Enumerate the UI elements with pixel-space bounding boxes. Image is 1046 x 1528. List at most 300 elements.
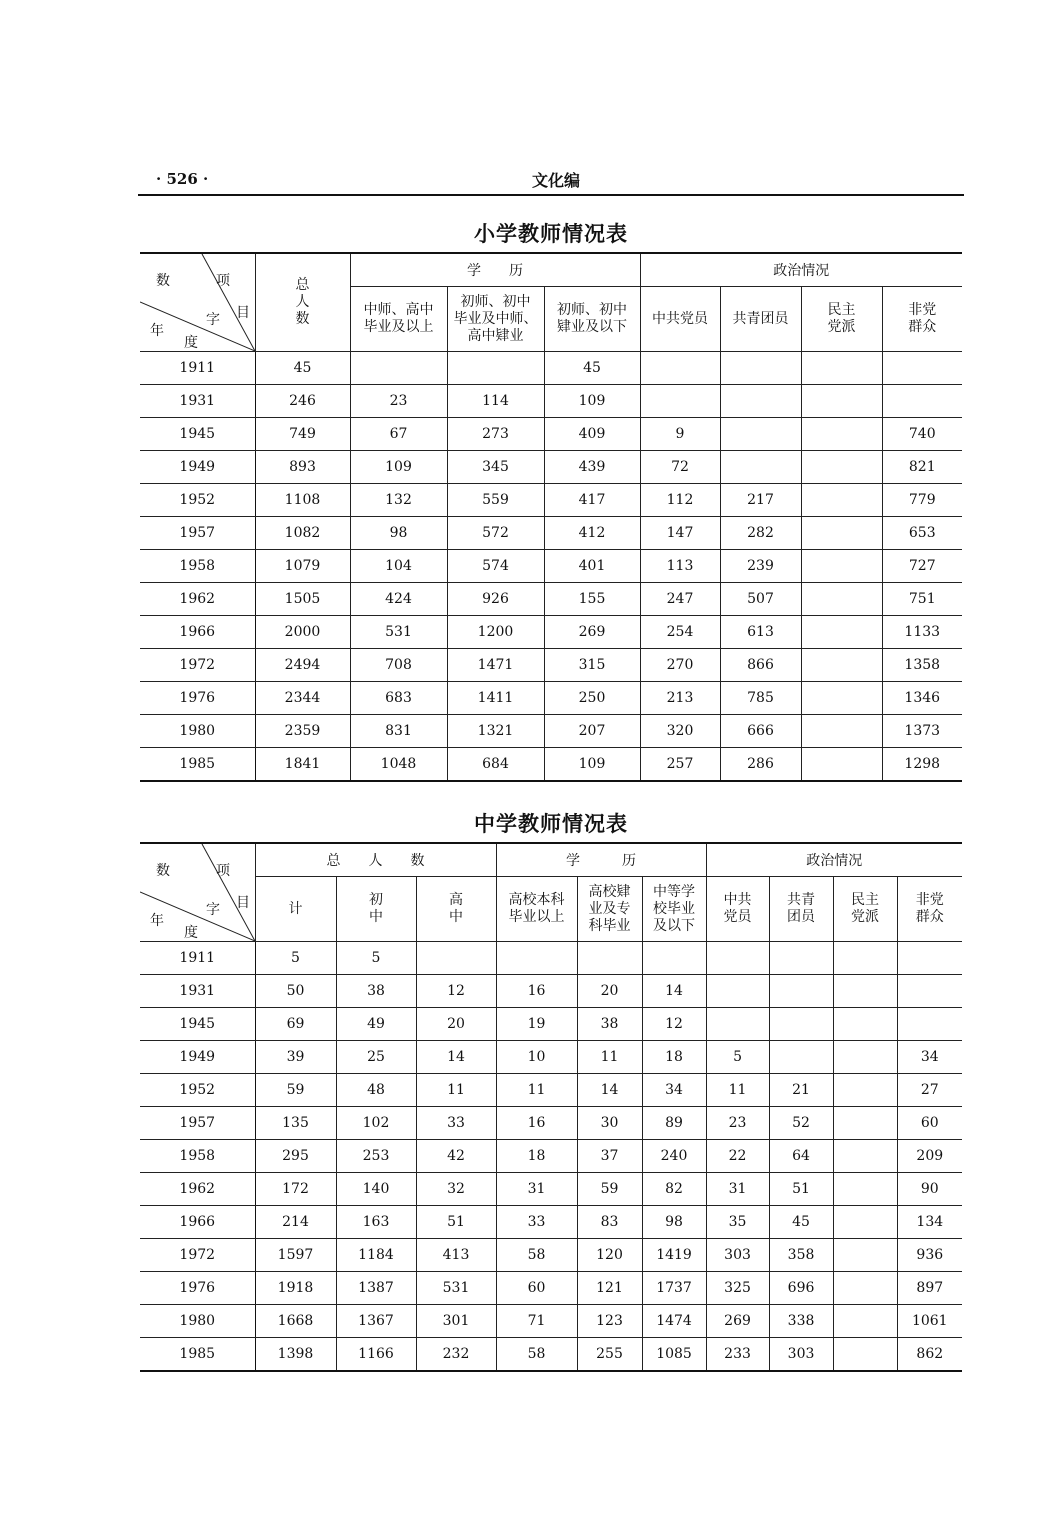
value-cell: 2359: [255, 715, 350, 748]
value-cell: [640, 385, 720, 418]
value-cell: [833, 1272, 897, 1305]
value-cell: 48: [336, 1074, 416, 1107]
primary-pol-col-3-line-1: 民主: [827, 302, 856, 318]
middle-group-education: 学 历: [496, 843, 706, 877]
value-cell: [706, 942, 769, 975]
value-cell: 653: [882, 517, 962, 550]
value-cell: 45: [544, 352, 640, 385]
primary-pol-col-4-line-1: 非党: [908, 302, 937, 318]
value-cell: [833, 1140, 897, 1173]
value-cell: 303: [706, 1239, 769, 1272]
value-cell: 155: [544, 583, 640, 616]
table-row: [140, 616, 962, 649]
value-cell: [447, 352, 544, 385]
value-cell: 31: [706, 1173, 769, 1206]
value-cell: 1841: [255, 748, 350, 781]
table-row: [140, 1140, 962, 1173]
value-cell: 1346: [882, 682, 962, 715]
year-cell: 1952: [140, 1074, 255, 1107]
value-cell: 217: [720, 484, 801, 517]
value-cell: 38: [336, 975, 416, 1008]
value-cell: [882, 352, 962, 385]
value-cell: 269: [544, 616, 640, 649]
value-cell: 14: [642, 975, 706, 1008]
middle-pol-col-3-line-2: 党派: [851, 909, 880, 925]
year-cell: 1966: [140, 616, 255, 649]
year-cell: 1985: [140, 748, 255, 781]
value-cell: 269: [706, 1305, 769, 1338]
value-cell: 897: [897, 1272, 962, 1305]
year-cell: 1976: [140, 1272, 255, 1305]
corner-label-du: 度: [184, 335, 198, 351]
primary-pol-col-1: [640, 287, 720, 352]
middle-pol-col-1-line-2: 党员: [723, 909, 752, 925]
total-char-3: 数: [295, 311, 310, 327]
middle-total-col-1: [255, 877, 336, 942]
year-cell: 1980: [140, 715, 255, 748]
middle-pol-col-4-line-2: 群众: [915, 909, 944, 925]
value-cell: 109: [544, 748, 640, 781]
primary-group-political: 政治情况: [640, 253, 962, 287]
value-cell: 666: [720, 715, 801, 748]
value-cell: 1367: [336, 1305, 416, 1338]
primary-edu-col-3: [544, 287, 640, 352]
value-cell: [720, 451, 801, 484]
value-cell: 58: [496, 1338, 577, 1371]
value-cell: 207: [544, 715, 640, 748]
year-cell: 1952: [140, 484, 255, 517]
primary-pol-col-2-line-1: 共青团员: [732, 310, 789, 327]
year-cell: 1931: [140, 385, 255, 418]
value-cell: 779: [882, 484, 962, 517]
year-cell: 1957: [140, 517, 255, 550]
value-cell: 60: [897, 1107, 962, 1140]
primary-pol-col-3-line-2: 党派: [827, 319, 856, 335]
table-row: [140, 682, 962, 715]
value-cell: 257: [640, 748, 720, 781]
value-cell: 2344: [255, 682, 350, 715]
middle-teacher-table: [140, 842, 962, 1372]
table-row: [140, 748, 962, 781]
middle-pol-col-2: [769, 877, 833, 942]
value-cell: 90: [897, 1173, 962, 1206]
value-cell: 273: [447, 418, 544, 451]
value-cell: 123: [577, 1305, 642, 1338]
table-row: [140, 1272, 962, 1305]
value-cell: 727: [882, 550, 962, 583]
value-cell: 12: [642, 1008, 706, 1041]
value-cell: 572: [447, 517, 544, 550]
value-cell: 684: [447, 748, 544, 781]
value-cell: [801, 649, 882, 682]
value-cell: 1082: [255, 517, 350, 550]
value-cell: 286: [720, 748, 801, 781]
value-cell: 214: [255, 1206, 336, 1239]
table-row: [140, 385, 962, 418]
corner-label-shu: 数: [156, 273, 170, 289]
middle-pol-col-2-line-1: 共青: [787, 892, 816, 908]
year-cell: 1980: [140, 1305, 255, 1338]
value-cell: 282: [720, 517, 801, 550]
table-row: [140, 1338, 962, 1371]
page-number: · 526 ·: [156, 170, 209, 188]
value-cell: 30: [577, 1107, 642, 1140]
table-row: [140, 352, 962, 385]
primary-edu-col-2-line-1: 初师、初中: [460, 293, 531, 310]
middle-total-col-2-line-1: 初: [369, 892, 383, 908]
table-row: [140, 1107, 962, 1140]
value-cell: 27: [897, 1074, 962, 1107]
value-cell: 409: [544, 418, 640, 451]
middle-edu-col-2-line-3: 科毕业: [588, 917, 631, 934]
middle-total-col-2: [336, 877, 416, 942]
value-cell: 1166: [336, 1338, 416, 1371]
section-name: 文化编: [531, 171, 580, 190]
middle-pol-col-4: [897, 877, 962, 942]
value-cell: 209: [897, 1140, 962, 1173]
value-cell: 98: [642, 1206, 706, 1239]
value-cell: 936: [897, 1239, 962, 1272]
value-cell: 1411: [447, 682, 544, 715]
value-cell: 1419: [642, 1239, 706, 1272]
value-cell: 926: [447, 583, 544, 616]
middle-table-title: 中学教师情况表: [474, 811, 628, 836]
middle-total-col-3: [416, 877, 496, 942]
middle-edu-col-2: [577, 877, 642, 942]
value-cell: 52: [769, 1107, 833, 1140]
value-cell: 50: [255, 975, 336, 1008]
value-cell: 163: [336, 1206, 416, 1239]
value-cell: [833, 1041, 897, 1074]
middle-corner-cell: [140, 843, 255, 942]
value-cell: 862: [897, 1338, 962, 1371]
value-cell: 51: [416, 1206, 496, 1239]
value-cell: 82: [642, 1173, 706, 1206]
middle-edu-col-2-line-2: 业及专: [588, 900, 631, 917]
value-cell: 113: [640, 550, 720, 583]
middle-edu-col-1: [496, 877, 577, 942]
table-row: [140, 550, 962, 583]
year-cell: 1931: [140, 975, 255, 1008]
value-cell: 51: [769, 1173, 833, 1206]
value-cell: [416, 942, 496, 975]
value-cell: [577, 942, 642, 975]
value-cell: 358: [769, 1239, 833, 1272]
value-cell: 42: [416, 1140, 496, 1173]
value-cell: [897, 1008, 962, 1041]
value-cell: 708: [350, 649, 447, 682]
year-cell: 1949: [140, 451, 255, 484]
value-cell: 45: [769, 1206, 833, 1239]
value-cell: 89: [642, 1107, 706, 1140]
middle-pol-col-1-line-1: 中共: [723, 892, 752, 908]
table-row: [140, 1074, 962, 1107]
middle-pol-col-3-line-1: 民主: [851, 892, 880, 908]
value-cell: 31: [496, 1173, 577, 1206]
value-cell: 11: [496, 1074, 577, 1107]
corner-label-mu: 目: [236, 305, 250, 321]
value-cell: 59: [577, 1173, 642, 1206]
value-cell: 1737: [642, 1272, 706, 1305]
value-cell: [801, 715, 882, 748]
value-cell: 247: [640, 583, 720, 616]
value-cell: 246: [255, 385, 350, 418]
value-cell: 109: [350, 451, 447, 484]
primary-edu-col-1-line-1: 中师、高中: [363, 302, 434, 318]
year-cell: 1958: [140, 550, 255, 583]
value-cell: [801, 682, 882, 715]
primary-edu-col-3-line-2: 肄业及以下: [557, 319, 627, 335]
year-cell: 1976: [140, 682, 255, 715]
value-cell: 21: [769, 1074, 833, 1107]
value-cell: [833, 975, 897, 1008]
table-row: [140, 1008, 962, 1041]
value-cell: 1918: [255, 1272, 336, 1305]
middle-group-total: 总 人 数: [255, 843, 496, 877]
year-cell: 1966: [140, 1206, 255, 1239]
value-cell: 240: [642, 1140, 706, 1173]
year-cell: 1911: [140, 942, 255, 975]
value-cell: 33: [496, 1206, 577, 1239]
value-cell: 60: [496, 1272, 577, 1305]
value-cell: [496, 942, 577, 975]
value-cell: 559: [447, 484, 544, 517]
table-row: [140, 1239, 962, 1272]
value-cell: 34: [642, 1074, 706, 1107]
value-cell: 11: [706, 1074, 769, 1107]
value-cell: 1398: [255, 1338, 336, 1371]
corner-label-xiang: 项: [216, 273, 230, 289]
corner-label-zi: 字: [206, 312, 220, 328]
year-cell: 1985: [140, 1338, 255, 1371]
primary-edu-col-2-line-2: 毕业及中师、: [453, 310, 538, 327]
year-cell: 1945: [140, 418, 255, 451]
value-cell: 16: [496, 975, 577, 1008]
value-cell: [833, 1173, 897, 1206]
value-cell: 295: [255, 1140, 336, 1173]
middle-pol-col-2-line-2: 团员: [787, 909, 816, 925]
value-cell: 1298: [882, 748, 962, 781]
corner-label-zi: 字: [206, 902, 220, 918]
table-row: [140, 975, 962, 1008]
primary-group-education: 学 历: [350, 253, 640, 287]
primary-table-title: 小学教师情况表: [474, 221, 628, 246]
value-cell: 172: [255, 1173, 336, 1206]
value-cell: 19: [496, 1008, 577, 1041]
value-cell: 109: [544, 385, 640, 418]
value-cell: [720, 385, 801, 418]
value-cell: [833, 1338, 897, 1371]
value-cell: [801, 517, 882, 550]
value-cell: 417: [544, 484, 640, 517]
value-cell: 683: [350, 682, 447, 715]
value-cell: [801, 451, 882, 484]
value-cell: 18: [496, 1140, 577, 1173]
value-cell: [897, 975, 962, 1008]
value-cell: 23: [706, 1107, 769, 1140]
value-cell: 1200: [447, 616, 544, 649]
header-rule: [138, 194, 964, 196]
value-cell: 507: [720, 583, 801, 616]
value-cell: 14: [577, 1074, 642, 1107]
table-row: [140, 715, 962, 748]
value-cell: 424: [350, 583, 447, 616]
value-cell: 34: [897, 1041, 962, 1074]
value-cell: 1108: [255, 484, 350, 517]
value-cell: [801, 352, 882, 385]
primary-pol-col-4: [882, 287, 962, 352]
table-row: [140, 942, 962, 975]
year-cell: 1972: [140, 649, 255, 682]
value-cell: [640, 352, 720, 385]
middle-edu-col-1-line-2: 毕业以上: [508, 909, 565, 925]
total-char-1: 总: [295, 277, 310, 293]
value-cell: 401: [544, 550, 640, 583]
value-cell: 1373: [882, 715, 962, 748]
value-cell: 23: [350, 385, 447, 418]
primary-edu-col-1: [350, 287, 447, 352]
corner-label-nian: 年: [150, 913, 164, 929]
value-cell: 345: [447, 451, 544, 484]
primary-pol-col-2: [720, 287, 801, 352]
value-cell: 72: [640, 451, 720, 484]
value-cell: 531: [416, 1272, 496, 1305]
year-cell: 1945: [140, 1008, 255, 1041]
value-cell: 821: [882, 451, 962, 484]
value-cell: 751: [882, 583, 962, 616]
middle-total-col-1-line-1: 计: [288, 900, 303, 917]
value-cell: 866: [720, 649, 801, 682]
table-row: [140, 583, 962, 616]
middle-edu-col-3: [642, 877, 706, 942]
value-cell: 38: [577, 1008, 642, 1041]
middle-total-col-2-line-2: 中: [369, 909, 383, 925]
value-cell: 5: [336, 942, 416, 975]
value-cell: 785: [720, 682, 801, 715]
middle-edu-col-3-line-2: 校毕业: [653, 900, 696, 917]
table-row: [140, 1206, 962, 1239]
value-cell: 338: [769, 1305, 833, 1338]
value-cell: [769, 1041, 833, 1074]
value-cell: [706, 975, 769, 1008]
value-cell: 71: [496, 1305, 577, 1338]
value-cell: 1597: [255, 1239, 336, 1272]
value-cell: [833, 1305, 897, 1338]
value-cell: 49: [336, 1008, 416, 1041]
middle-edu-col-3-line-3: 及以下: [653, 917, 696, 934]
value-cell: 59: [255, 1074, 336, 1107]
value-cell: 301: [416, 1305, 496, 1338]
value-cell: [769, 942, 833, 975]
table-row: [140, 517, 962, 550]
primary-pol-col-1-line-1: 中共党员: [652, 310, 708, 327]
value-cell: 135: [255, 1107, 336, 1140]
value-cell: 132: [350, 484, 447, 517]
value-cell: 14: [416, 1041, 496, 1074]
middle-edu-col-3-line-1: 中等学: [653, 883, 696, 900]
value-cell: [706, 1008, 769, 1041]
value-cell: 5: [255, 942, 336, 975]
value-cell: [833, 1107, 897, 1140]
primary-pol-col-4-line-2: 群众: [908, 319, 937, 335]
value-cell: 25: [336, 1041, 416, 1074]
value-cell: 740: [882, 418, 962, 451]
middle-edu-col-1-line-1: 高校本科: [508, 892, 565, 908]
value-cell: 10: [496, 1041, 577, 1074]
value-cell: [801, 583, 882, 616]
value-cell: 112: [640, 484, 720, 517]
value-cell: 102: [336, 1107, 416, 1140]
value-cell: 147: [640, 517, 720, 550]
corner-label-mu: 目: [236, 895, 250, 911]
value-cell: 37: [577, 1140, 642, 1173]
value-cell: 1085: [642, 1338, 706, 1371]
corner-label-shu: 数: [156, 863, 170, 879]
value-cell: 613: [720, 616, 801, 649]
value-cell: [720, 352, 801, 385]
primary-pol-col-3: [801, 287, 882, 352]
year-cell: 1962: [140, 1173, 255, 1206]
page-header: [138, 164, 964, 194]
value-cell: [801, 484, 882, 517]
primary-edu-col-1-line-2: 毕业及以上: [363, 319, 434, 335]
value-cell: 1358: [882, 649, 962, 682]
year-cell: 1957: [140, 1107, 255, 1140]
value-cell: 831: [350, 715, 447, 748]
value-cell: [801, 616, 882, 649]
primary-edu-col-3-line-1: 初师、初中: [557, 302, 627, 318]
value-cell: 9: [640, 418, 720, 451]
value-cell: [642, 942, 706, 975]
value-cell: [882, 385, 962, 418]
value-cell: 140: [336, 1173, 416, 1206]
value-cell: 255: [577, 1338, 642, 1371]
year-cell: 1958: [140, 1140, 255, 1173]
value-cell: 413: [416, 1239, 496, 1272]
value-cell: 22: [706, 1140, 769, 1173]
value-cell: 253: [336, 1140, 416, 1173]
value-cell: 120: [577, 1239, 642, 1272]
value-cell: 134: [897, 1206, 962, 1239]
corner-label-du: 度: [184, 925, 198, 941]
value-cell: 250: [544, 682, 640, 715]
year-cell: 1972: [140, 1239, 255, 1272]
primary-corner-cell: [140, 253, 255, 352]
value-cell: 11: [577, 1041, 642, 1074]
value-cell: [897, 942, 962, 975]
value-cell: [801, 550, 882, 583]
value-cell: [769, 1008, 833, 1041]
value-cell: 315: [544, 649, 640, 682]
value-cell: 32: [416, 1173, 496, 1206]
value-cell: 20: [577, 975, 642, 1008]
value-cell: 98: [350, 517, 447, 550]
table-row: [140, 1173, 962, 1206]
value-cell: 893: [255, 451, 350, 484]
primary-edu-col-2: [447, 287, 544, 352]
value-cell: 320: [640, 715, 720, 748]
value-cell: 69: [255, 1008, 336, 1041]
value-cell: [801, 418, 882, 451]
value-cell: 1079: [255, 550, 350, 583]
middle-total-col-3-line-2: 中: [449, 909, 463, 925]
value-cell: [350, 352, 447, 385]
value-cell: 83: [577, 1206, 642, 1239]
value-cell: 39: [255, 1041, 336, 1074]
value-cell: 121: [577, 1272, 642, 1305]
table-row: [140, 484, 962, 517]
value-cell: 2000: [255, 616, 350, 649]
